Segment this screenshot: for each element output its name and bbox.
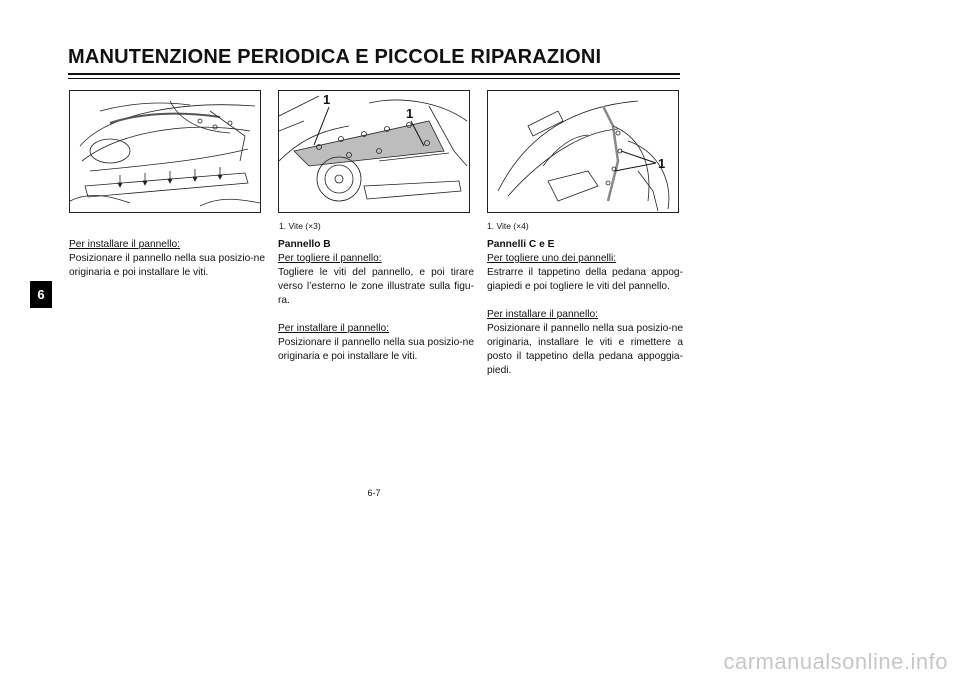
column-2 [278, 238, 474, 364]
figure2-callout-1a: 1 [323, 92, 331, 107]
col3-heading: Pannelli C e E [487, 239, 555, 250]
col2-text-install: Posizionare il pannello nella sua posizio-ne originaria e poi installare le viti. [278, 337, 474, 362]
scooter-panel-b-illustration [279, 91, 469, 212]
col2-text-remove: Togliere le viti del pannello, e poi tirare verso l’esterno le zone illustrate sulla figu-ra. [278, 267, 474, 306]
header-rule-thick [68, 73, 680, 75]
column-3 [487, 238, 683, 378]
figure-panel-install [69, 90, 261, 213]
figure3-caption: 1. Vite (×4) [487, 221, 529, 231]
col2-subheading-remove: Per togliere il pannello: [278, 253, 382, 264]
col1-text-install: Posizionare il pannello nella sua posizio-ne originaria e poi installare le viti. [69, 253, 265, 278]
col1-subheading-install: Per installare il pannello: [69, 239, 180, 250]
figure3-callout-1: 1 [658, 156, 666, 171]
page-number: 6-7 [367, 488, 381, 498]
figure-panels-c-e [487, 90, 679, 213]
col3-text-remove: Estrarre il tappetino della pedana appog-giapiedi e poi togliere le viti del pannello. [487, 267, 683, 292]
col2-subheading-install: Per installare il pannello: [278, 323, 389, 334]
figure-panel-b [278, 90, 470, 213]
col2-heading: Pannello B [278, 239, 331, 250]
col3-subheading-remove: Per togliere uno dei pannelli: [487, 253, 617, 264]
scooter-panels-c-e-illustration [488, 91, 678, 212]
col3-subheading-install: Per installare il pannello: [487, 309, 598, 320]
page-title: MANUTENZIONE PERIODICA E PICCOLE RIPARAZIONI [68, 46, 602, 68]
header-rule-thin [68, 78, 680, 79]
scooter-side-panel-illustration [70, 91, 260, 212]
chapter-tab: 6 [30, 281, 52, 308]
col3-text-install: Posizionare il pannello nella sua posizio-ne originaria, installare le viti e rimettere a posto il tappetino della pedana appoggia-piedi. [487, 323, 683, 376]
column-1 [69, 238, 265, 280]
figure2-callout-1b: 1 [406, 106, 414, 121]
figure2-caption: 1. Vite (×3) [279, 221, 321, 231]
watermark: carmanualsonline.info [723, 649, 948, 674]
